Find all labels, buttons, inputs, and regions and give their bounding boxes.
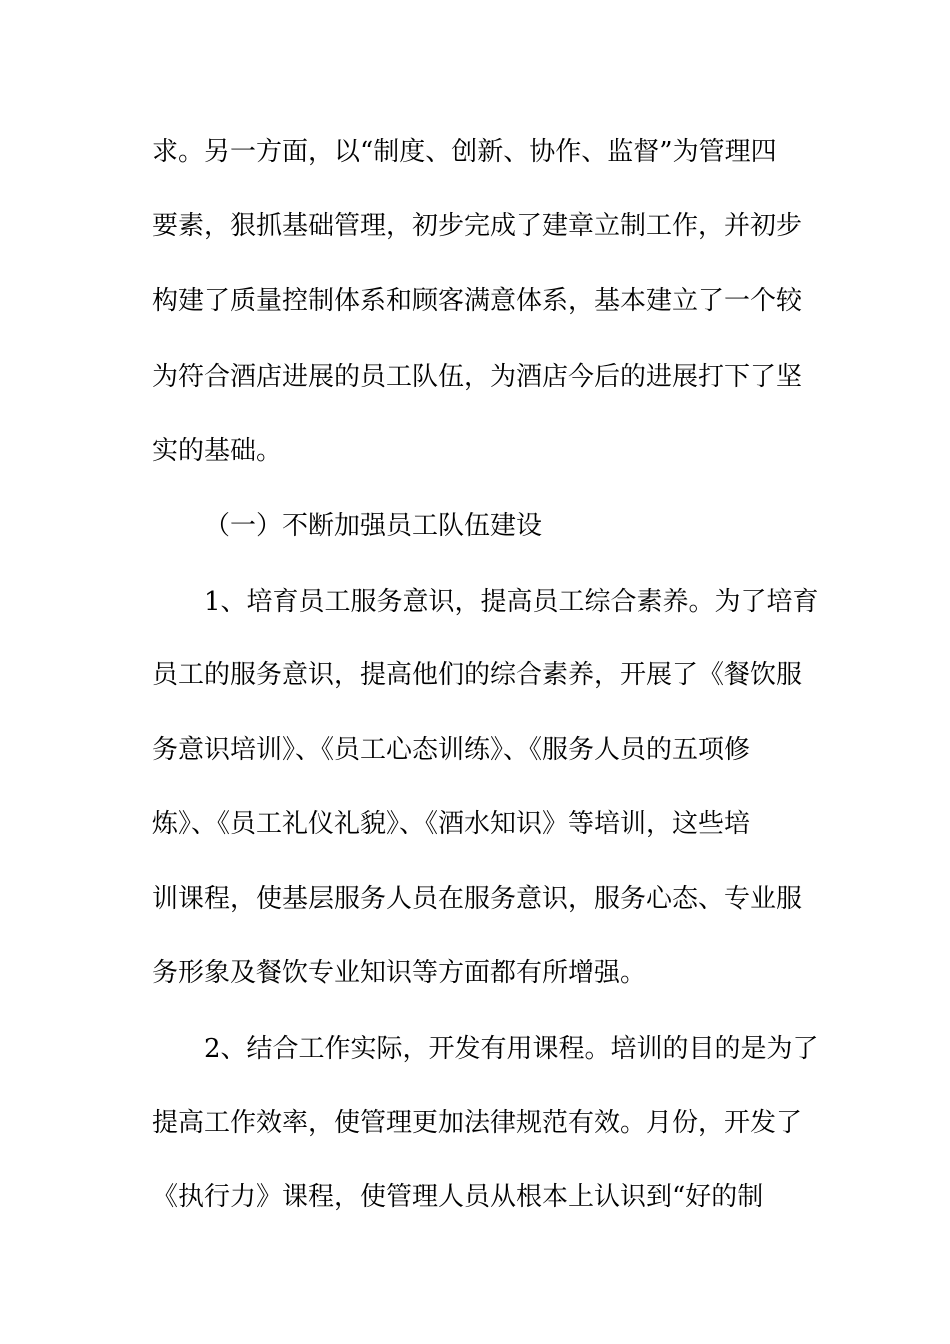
text-line: 训课程，使基层服务人员在服务意识，服务心态、专业服 [152,884,803,914]
text-line: 求。另一方面，以“制度、创新、协作、监督”为管理四 [152,137,777,167]
text-line: 《执行力》课程，使管理人员从根本上认识到“好的制 [152,1182,764,1212]
text-line: 要素，狠抓基础管理，初步完成了建章立制工作，并初步 [152,211,803,241]
text-line: 务意识培训》、《员工心态训练》、《服务人员的五项修 [152,735,751,765]
text-line: 1、培育员工服务意识，提高员工综合素养。为了培育 [204,587,819,617]
text-line: 实的基础。 [152,436,283,466]
text-line: 炼》、《员工礼仪礼貌》、《酒水知识》等培训，这些培 [152,809,751,839]
text-line: 务形象及餐饮专业知识等方面都有所增强。 [152,958,647,988]
text-line: 员工的服务意识，提高他们的综合素养，开展了《餐饮服 [152,660,803,690]
text-line: 为符合酒店进展的员工队伍，为酒店今后的进展打下了坚 [152,362,803,392]
text-line: 2、结合工作实际，开发有用课程。培训的目的是为了 [204,1034,819,1064]
section-heading: （一）不断加强员工队伍建设 [204,511,543,541]
text-line: 构建了质量控制体系和顾客满意体系，基本建立了一个较 [152,286,803,316]
text-line: 提高工作效率，使管理更加法律规范有效。月份，开发了 [152,1108,803,1138]
